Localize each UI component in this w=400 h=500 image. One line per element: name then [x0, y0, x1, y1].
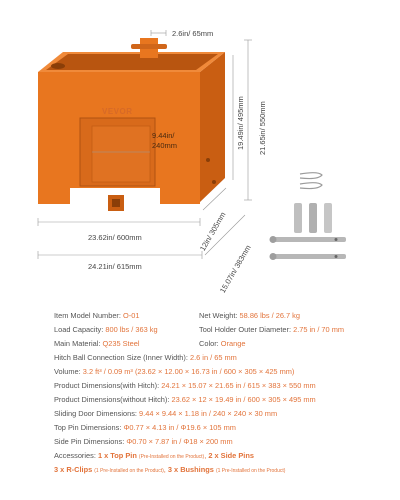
door-width-mm: 240mm — [152, 140, 178, 150]
spec-dims-without-hitch: Product Dimensions(without Hitch): 23.62 × 12 × 19.49 in / 600 × 305 × 495 mm — [54, 395, 316, 404]
side-pin-icon — [270, 236, 347, 260]
spec-net-weight: Net Weight: 58.86 lbs / 26.7 kg — [199, 311, 300, 320]
spec-side-pin: Side Pin Dimensions: Φ0.70 × 7.87 in / Φ18 × 200 mm — [54, 437, 233, 446]
bushing-icon — [294, 203, 332, 233]
spec-accessories: Accessories: 1 x Top Pin (Pre-Installed on the Product), 2 x Side Pins — [54, 451, 254, 460]
height-without-hitch-label: 19.49in/ 495mm — [236, 96, 245, 150]
spec-load-capacity: Load Capacity: 800 lbs / 363 kg — [54, 325, 158, 334]
box-left-leg — [38, 188, 70, 204]
box-side-face — [200, 52, 225, 202]
spec-top-pin: Top Pin Dimensions: Φ0.77 × 4.13 in / Φ19.6 × 105 mm — [54, 423, 236, 432]
width-label: 12in/ 305mm — [198, 210, 228, 253]
spec-material: Main Material: Q235 Steel — [54, 339, 140, 348]
spec-tool-holder: Tool Holder Outer Diameter: 2.75 in / 70 mm — [199, 325, 345, 334]
box-right-leg — [160, 188, 200, 204]
spec-sliding-door: Sliding Door Dimensions: 9.44 × 9.44 × 1.18 in / 240 × 240 × 30 mm — [54, 409, 278, 418]
spec-list — [0, 305, 400, 500]
spec-color: Color: Orange — [199, 339, 246, 348]
door-width-label — [152, 131, 177, 150]
top-pin — [131, 44, 167, 49]
total-width-label: 15.07in/ 383mm — [218, 243, 253, 295]
hitch-opening-label: 2.6in/ 65mm — [172, 29, 214, 38]
r-clip-icon — [300, 173, 322, 189]
spec-item-model: Item Model Number: O-01 — [54, 311, 140, 320]
door-width-in: 9.44in/ — [152, 131, 175, 140]
tool-holder-tube — [51, 63, 65, 69]
spec-hitch-ball: Hitch Ball Connection Size (Inner Width): 2.6 in / 65 mm — [54, 353, 237, 362]
spec-volume: Volume: 3.2 ft³ / 0.09 m³ (23.62 × 12.00 × 16.73 in / 600 × 305 × 425 mm) — [54, 367, 295, 376]
length-label: 23.62in/ 600mm — [88, 233, 142, 242]
spec-accessories-2: 3 x R-Clips (1 Pre-Installed on the Product), 3 x Bushings (1 Pre-Installed on the Product) — [54, 465, 286, 474]
box-interior — [46, 54, 218, 70]
total-length-label: 24.21in/ 615mm — [88, 262, 142, 271]
spec-dims-with-hitch: Product Dimensions(with Hitch): 24.21 × 15.07 × 21.65 in / 615 × 383 × 550 mm — [54, 381, 316, 390]
total-height-label: 21.65in/ 550mm — [258, 101, 267, 155]
brand-logo: VEVOR — [102, 107, 133, 116]
